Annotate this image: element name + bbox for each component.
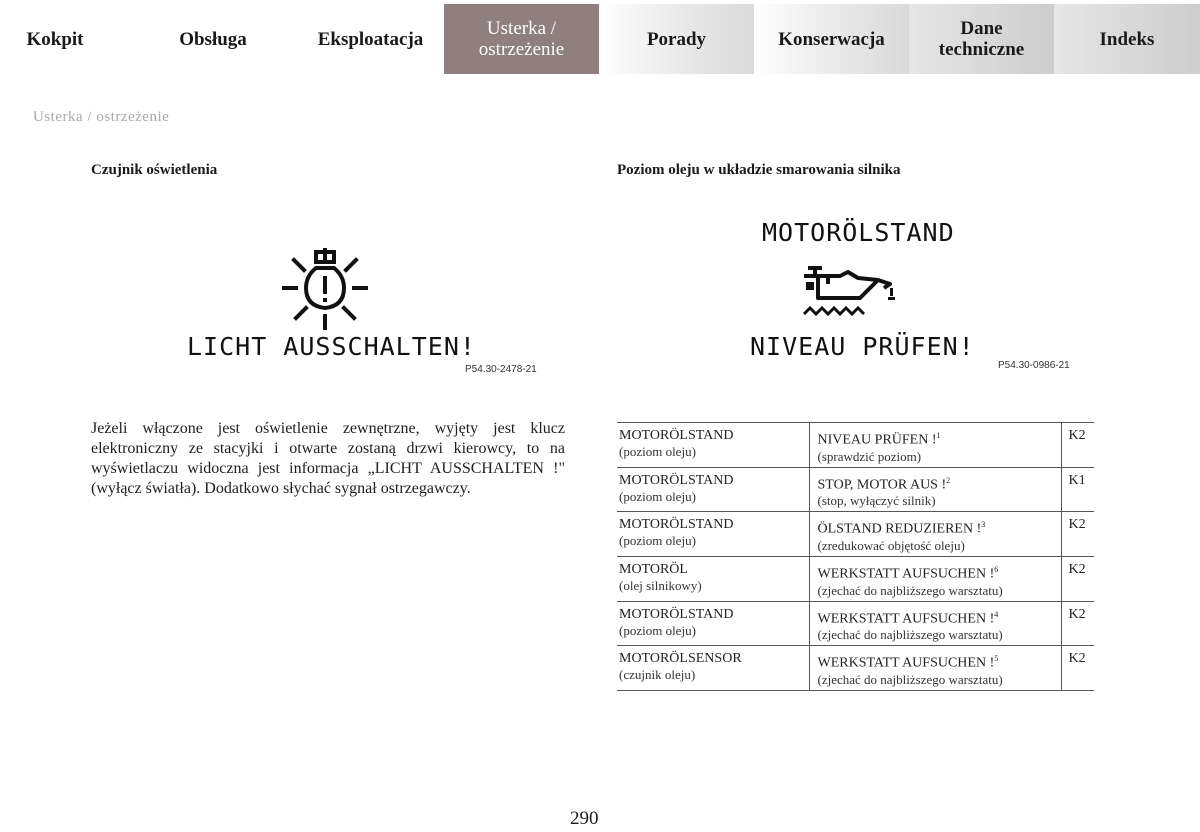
message-text-cell (809, 512, 1061, 557)
message-source-translation: (olej silnikowy) (619, 577, 702, 593)
message-source-translation: (poziom oleju) (619, 622, 696, 638)
table-row (617, 556, 1094, 601)
message-text-main: ÖLSTAND REDUZIEREN ! (817, 521, 982, 537)
tab-label-line2: ostrzeżenie (478, 39, 565, 60)
message-text (818, 428, 1059, 449)
message-category-cell (1061, 601, 1094, 646)
message-source-cell (617, 423, 809, 468)
message-text-main: WERKSTATT AUFSUCHEN ! (817, 566, 995, 582)
message-text-translation: (sprawdzić poziom) (817, 448, 922, 464)
message-text-translation: (zjechać do najbliższego warsztatu) (817, 582, 1003, 598)
message-text (818, 562, 1059, 583)
tab-porady[interactable]: Porady (599, 4, 754, 74)
message-source: MOTORÖLSTAND (619, 428, 734, 443)
page-number: 290 (570, 808, 599, 829)
right-heading: Poziom oleju w układzie smarowania silnika (617, 162, 901, 178)
message-source-cell (617, 512, 809, 557)
message-text-cell (809, 467, 1061, 512)
message-text-main: STOP, MOTOR AUS ! (817, 477, 947, 493)
tab-kokpit[interactable]: Kokpit (26, 28, 84, 50)
message-text-cell (809, 601, 1061, 646)
message-source-cell (617, 556, 809, 601)
right-figure-ref: P54.30-0986-21 (998, 360, 1070, 371)
message-category-cell (1061, 467, 1094, 512)
footnote-ref: 1 (936, 431, 941, 440)
message-category: K2 (1068, 561, 1086, 577)
message-category-cell (1061, 512, 1094, 557)
left-heading: Czujnik oświetlenia (91, 162, 218, 178)
footnote-ref: 5 (994, 654, 999, 664)
tab-obsluga[interactable]: Obsługa (179, 28, 247, 50)
message-source: MOTORÖL (619, 561, 688, 577)
table-row (617, 512, 1094, 557)
message-text-main: WERKSTATT AUFSUCHEN ! (817, 655, 995, 671)
section-label: Usterka / ostrzeżenie (33, 109, 170, 125)
left-display-text: LICHT AUSSCHALTEN! (187, 332, 476, 361)
message-category: K2 (1068, 651, 1086, 667)
footnote-ref: 4 (994, 609, 999, 619)
tab-eksploatacja[interactable]: Eksploatacja (317, 28, 424, 50)
message-source-translation: (poziom oleju) (619, 488, 696, 504)
message-category: K2 (1068, 428, 1086, 443)
message-text-translation: (zjechać do najbliższego warsztatu) (817, 627, 1003, 643)
left-body-paragraph: Jeżeli włączone jest oświetlenie zewnętrzne, wyjęty jest klucz elektroniczny ze stacyjki i otwarte zostaną drzwi kierowcy, to na wyświetlaczu widoczna jest informacja „LICHT AUSSCHALTEN !"(wyłącz światła). Dodatkowo słychać sygnał ostrzegawczy. (91, 420, 565, 497)
footnote-ref: 3 (981, 520, 986, 530)
tab-label-line1: Usterka / (486, 18, 557, 39)
message-source-cell (617, 467, 809, 512)
message-text (818, 517, 1059, 538)
tab-usterka-ostrzezenie[interactable] (444, 4, 599, 74)
message-text-translation: (stop, wyłączyć silnik) (817, 493, 936, 509)
footnote-ref: 2 (946, 475, 951, 485)
message-category: K1 (1068, 472, 1086, 488)
message-source-cell (617, 601, 809, 646)
message-category: K2 (1068, 606, 1086, 622)
message-category-cell (1061, 556, 1094, 601)
message-source: MOTORÖLSTAND (619, 517, 734, 533)
table-row (617, 467, 1094, 512)
message-text (818, 651, 1059, 672)
right-display-text: NIVEAU PRÜFEN! (750, 332, 975, 361)
message-table-body (617, 423, 1094, 691)
tab-label-line1: Dane (960, 18, 1003, 39)
table-row (617, 601, 1094, 646)
left-figure-ref: P54.30-2478-21 (465, 364, 537, 375)
tab-indeks[interactable]: Indeks (1054, 4, 1200, 74)
message-table (617, 422, 1094, 691)
message-source: MOTORÖLSTAND (619, 472, 734, 488)
light-bulb-warning-icon (280, 246, 370, 332)
message-text-translation: (zredukować objętość oleju) (817, 537, 965, 553)
message-source: MOTORÖLSENSOR (619, 651, 742, 667)
oil-can-icon (800, 258, 900, 320)
table-row (617, 646, 1094, 691)
message-source-translation: (poziom oleju) (619, 444, 696, 459)
right-display-title: MOTORÖLSTAND (762, 218, 955, 247)
message-text (818, 607, 1059, 628)
message-text-cell (809, 646, 1061, 691)
message-category-cell (1061, 423, 1094, 468)
top-navigation (0, 0, 1200, 76)
footnote-ref: 6 (994, 564, 999, 574)
table-row (617, 423, 1094, 468)
message-category: K2 (1068, 517, 1086, 533)
message-text (818, 473, 1059, 494)
message-text-translation: (zjechać do najbliższego warsztatu) (817, 671, 1003, 687)
message-text-main: NIVEAU PRÜFEN ! (817, 432, 937, 448)
message-category-cell (1061, 646, 1094, 691)
message-source-translation: (poziom oleju) (619, 533, 696, 549)
message-source-translation: (czujnik oleju) (619, 667, 696, 683)
tab-label (479, 18, 564, 60)
tab-dane-techniczne[interactable] (909, 4, 1054, 74)
tab-label-line2: techniczne (938, 39, 1025, 60)
message-text-cell (809, 556, 1061, 601)
message-text-main: WERKSTATT AUFSUCHEN ! (817, 611, 995, 627)
tab-label (939, 18, 1024, 60)
message-source: MOTORÖLSTAND (619, 606, 734, 622)
message-text-cell (809, 423, 1061, 468)
tab-konserwacja[interactable]: Konserwacja (754, 4, 909, 74)
message-source-cell (617, 646, 809, 691)
